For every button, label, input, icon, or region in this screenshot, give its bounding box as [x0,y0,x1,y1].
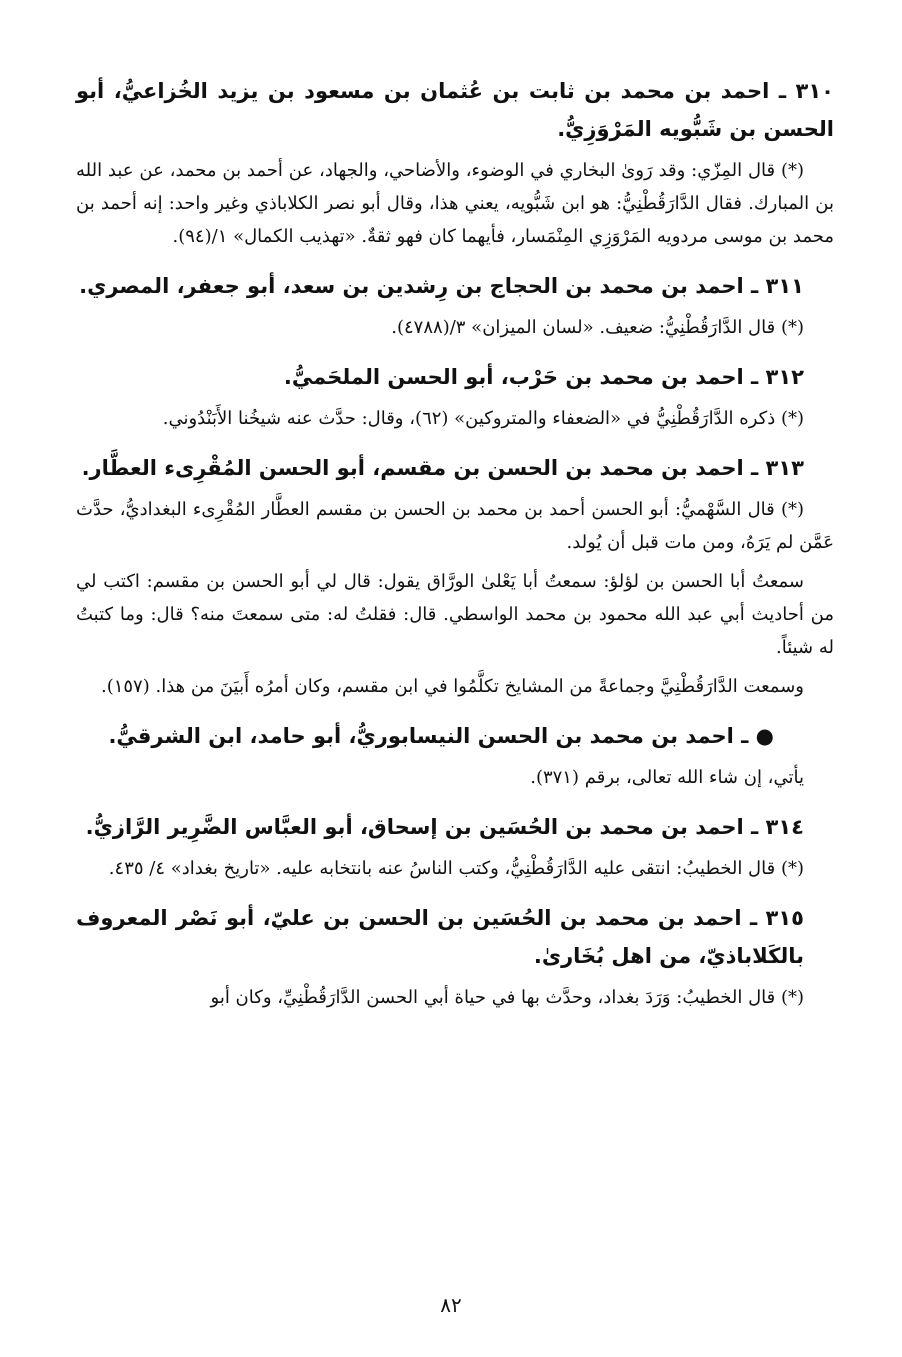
entry-heading: ٣١٥ ـ احمد بن محمد بن الحُسَين بن الحسن بن عليّ، أبو نَصْر المعروف بالكَلاباذيّ، من اهل بُخَارىٰ. [76,906,804,968]
entry-paragraph: (*) قال الخطيبُ: وَرَدَ بغداد، وحدَّث بها في حياة أبي الحسن الدَّارَقُطْنِيِّ، وكان أبو [210,987,804,1008]
entry-310 [76,72,834,253]
entry-paragraph: سمعتُ أبا الحسن بن لؤلؤ: سمعتُ أبا يَعْلىٰ الورَّاق يقول: قال لي أبو الحسن بن مقسم: اكتب لي من أحاديث أبي عبد الله محمود بن محمد الواسطي. قال: فقلتُ له: متى سمعتَ منه؟ قال: وما كتبتُ له شيئاً. [76,571,834,658]
entry-312 [76,358,834,435]
entry-311 [76,267,834,344]
entry-paragraph: (*) ذكره الدَّارَقُطْنِيُّ في «الضعفاء والمتروكين» (٦٢)، وقال: حدَّث عنه شيخُنا الأَبَنْدُوني. [162,408,804,429]
entry-paragraph: (*) قال الخطيبُ: انتقى عليه الدَّارَقُطْنِيُّ، وكتب الناسُ عنه بانتخابه عليه. «تاريخ بغداد» ٤/ ٤٣٥. [108,858,804,879]
entry-315 [76,899,834,1014]
page-body [76,72,834,1028]
entry-paragraph: (*) قال الدَّارَقُطْنِيُّ: ضعيف. «لسان الميزان» ٣/(٤٧٨٨). [391,317,804,338]
page-number: ٨٢ [440,1293,462,1317]
entry-heading: ٣١٤ ـ احمد بن محمد بن الحُسَين بن إسحاق، أبو العبَّاس الضَّرِير الرَّازيُّ. [85,815,804,839]
entry-heading: ٣١١ ـ احمد بن محمد بن الحجاج بن رِشدين بن سعد، أبو جعفر، المصري. [79,274,804,298]
entry-paragraph: (*) قال المِزّي: وقد رَوىٰ البخاري في الوضوء، والأضاحي، والجهاد، عن أحمد بن محمد، عن عبد الله بن المبارك. فقال الدَّارَقُطْنِيُّ: هو ابن شَبُّويه، يعني هذا، وقال أبو نصر الكلاباذي وغير واحد: إنه أحمد بن محمد بن موسى مردويه المَرْوَزِي المِنْمَسار، فأيهما كان فهو ثقةٌ. «تهذيب الكمال» ١/(٩٤). [76,160,834,247]
entry-paragraph: وسمعت الدَّارَقُطْنِيَّ وجماعةً من المشايخ تكلَّمُوا في ابن مقسم، وكان أمرُه أَبيَنَ من هذا. (١٥٧). [100,676,804,697]
entry-heading: ٣١٠ ـ احمد بن محمد بن ثابت بن عُثمان بن مسعود بن يزيد الخُزاعيُّ، أبو الحسن بن شَبُّويه المَرْوَزِيُّ. [76,79,834,141]
entry-314 [76,808,834,885]
entry-heading: ٣١٣ ـ احمد بن محمد بن الحسن بن مقسم، أبو الحسن المُقْرِىء العطَّار. [81,456,804,480]
entry-313 [76,449,834,703]
entry-cross-reference [76,717,834,794]
entry-paragraph: يأتي، إن شاء الله تعالى، برقم (٣٧١). [530,767,804,788]
entry-paragraph: (*) قال السَّهْميُّ: أبو الحسن أحمد بن محمد بن الحسن بن مقسم العطَّار المُقْرِىء البغداديُّ، حدَّث عَمَّن لم يَرَهُ، ومن مات قبل أن يُولد. [76,499,834,553]
entry-heading: ● ـ احمد بن محمد بن الحسن النيسابوريُّ، أبو حامد، ابن الشرقيُّ. [108,724,774,748]
entry-heading: ٣١٢ ـ احمد بن محمد بن حَرْب، أبو الحسن الملحَميُّ. [283,365,804,389]
